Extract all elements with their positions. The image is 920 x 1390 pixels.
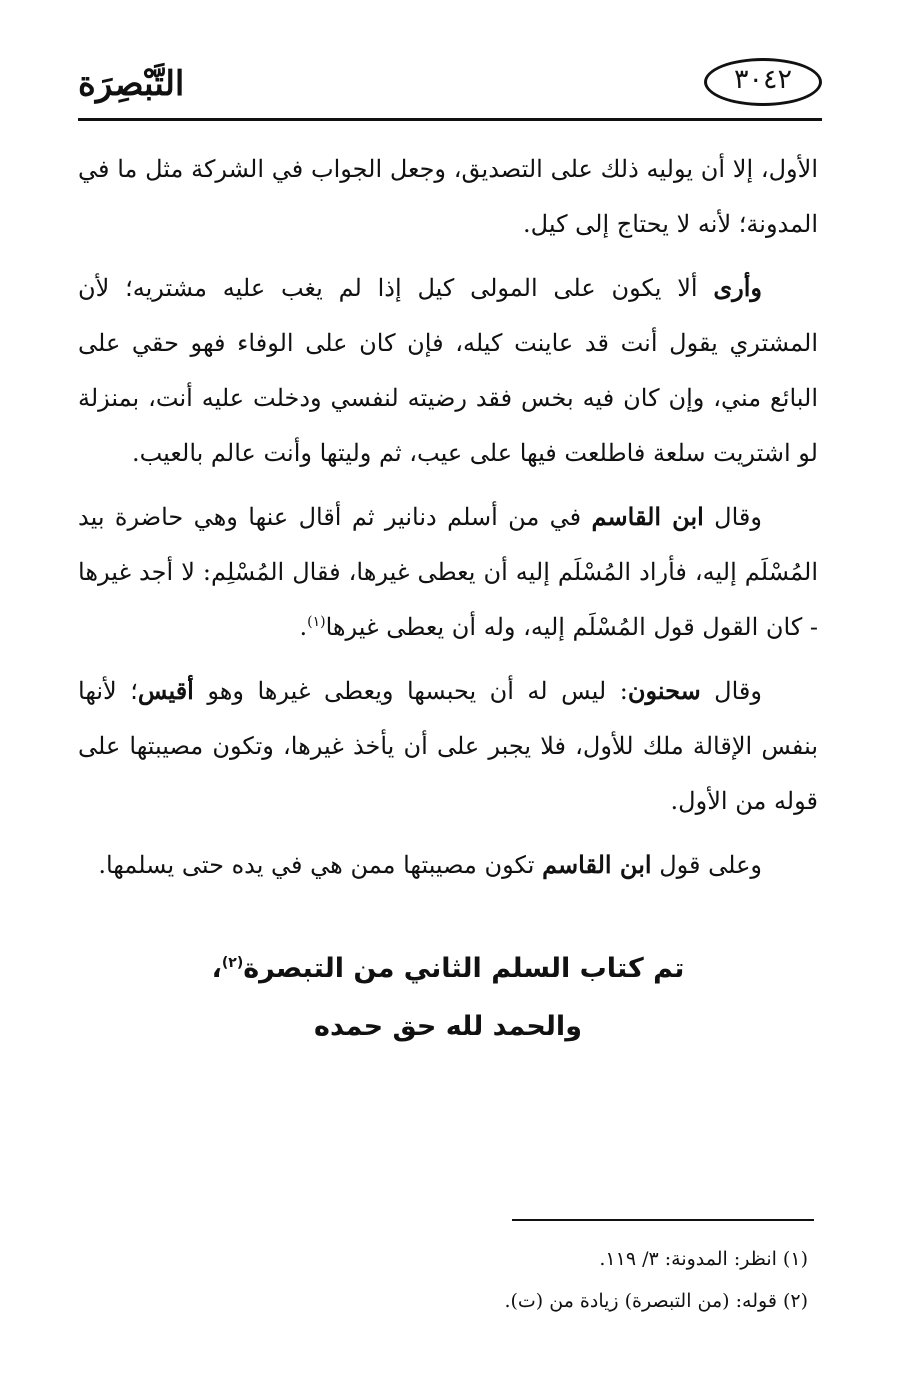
- book-title: التَّبْصِرَة: [78, 64, 185, 104]
- text-run: وعلى قول: [651, 851, 762, 879]
- page-header: [78, 52, 822, 124]
- paragraph-3: [78, 489, 818, 655]
- text-run: ؛ لأنها بنفس الإقالة ملك للأول، فلا يجبر على أن يأخذ غيرها، وتكون مصيبتها على قوله من الأول.: [78, 677, 818, 815]
- closing-line-1-comma: ،: [211, 953, 222, 984]
- text-run: .: [299, 613, 308, 641]
- footnote-ref-2: (٢): [221, 955, 244, 971]
- text-run: وقال: [700, 677, 762, 705]
- footnote-2: (٢) قوله: (من التبصرة) زيادة من (ت).: [504, 1290, 808, 1312]
- paragraph-2: [78, 260, 818, 481]
- paragraph-4: [78, 663, 818, 829]
- footnotes: [78, 1238, 808, 1322]
- page-number: ٣٠٤٢: [733, 64, 792, 95]
- closing-statement: [78, 940, 818, 1056]
- text-run: تكون مصيبتها ممن هي في يده حتى يسلمها.: [98, 851, 543, 879]
- paragraph-5: [78, 837, 818, 893]
- bold-term: ابن القاسم: [591, 502, 704, 531]
- main-text: [78, 142, 818, 901]
- text-run: وقال: [703, 503, 762, 531]
- closing-line-1: [78, 940, 818, 998]
- footnote-1: (١) انظر: المدونة: ٣/ ١١٩.: [599, 1248, 808, 1270]
- text-run: في من أسلم دنانير ثم أقال عنها وهي حاضرة بيد المُسْلَم إليه، فأراد المُسْلَم إليه أن يعطى غيرها، فقال المُسْلِم: لا أجد غيرها - كان القول قول المُسْلَم إليه، وله أن يعطى غيرها: [78, 503, 818, 641]
- footnote-ref-1: (١): [307, 614, 326, 630]
- text-run: الأول، إلا أن يوليه ذلك على التصديق، وجعل الجواب في الشركة مثل ما في المدونة؛ لأنه لا يحتاج إلى كيل.: [78, 155, 819, 238]
- footnote-separator: [512, 1219, 814, 1221]
- text-run: : ليس له أن يحبسها ويعطى غيرها وهو: [193, 677, 628, 705]
- bold-term: ابن القاسم: [542, 850, 652, 879]
- closing-line-1-text: تم كتاب السلم الثاني من التبصرة: [243, 953, 685, 984]
- paragraph-1: [78, 142, 818, 252]
- header-rule: [78, 118, 822, 121]
- bold-term: أقيس: [137, 676, 194, 705]
- text-run: ألا يكون على المولى كيل إذا لم يغب عليه مشتريه؛ لأن المشتري يقول أنت قد عاينت كيله، فإن كان على الوفاء فهو حقي على البائع مني، وإن كان فيه بخس فقد رضيته لنفسي ودخلت عليه أنت، بمنزلة لو اشتريت سلعة فاطلعت فيها على عيب، ثم وليتها وأنت عالم بالعيب.: [78, 274, 818, 467]
- closing-line-2: والحمد لله حق حمده: [314, 1011, 582, 1042]
- bold-term: سحنون: [627, 676, 701, 705]
- bold-term: وأرى: [713, 273, 762, 302]
